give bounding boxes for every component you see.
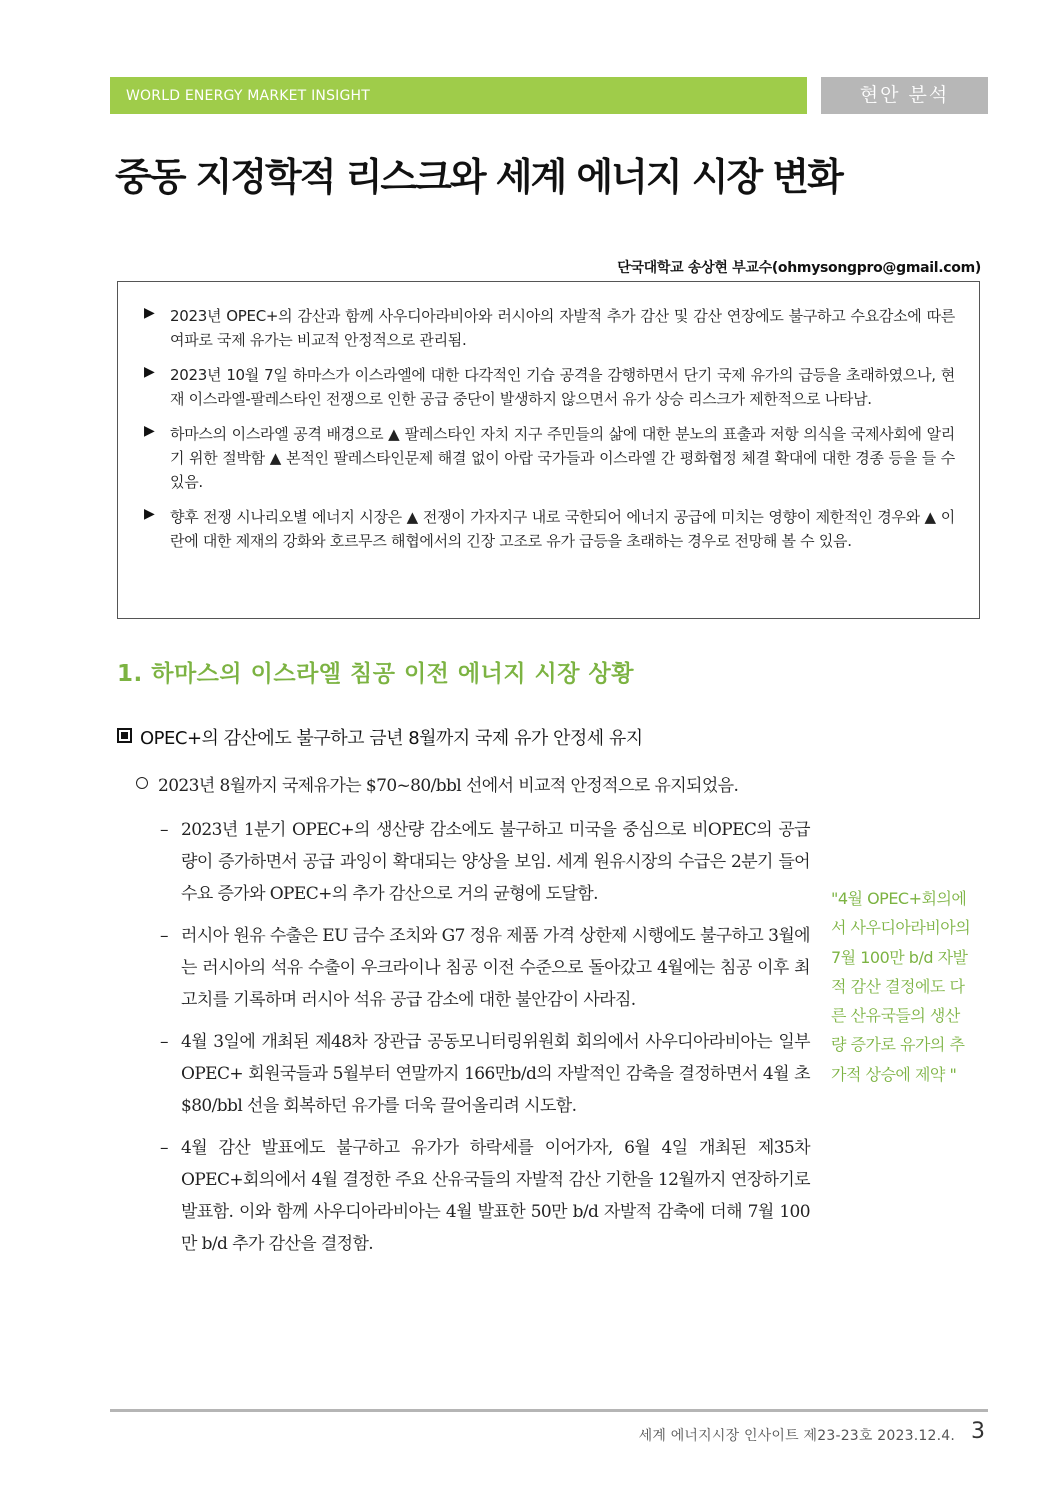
detail-text: 2023년 1분기 OPEC+의 생산량 감소에도 불구하고 미국을 중심으로 비OPEC의 공급량이 증가하면서 공급 과잉이 확대되는 양상을 보임. 세계 원유시장의 수급은 2분기 들어 수요 증가와 OPEC+의 추가 감산으로 거의 균형에 도달함.	[181, 820, 810, 904]
filled-square-icon	[117, 728, 132, 743]
summary-item	[144, 363, 955, 411]
dash-bullet: –	[160, 820, 169, 840]
summary-item	[144, 304, 955, 352]
triangle-right-icon: ▶	[144, 423, 155, 439]
detail-text: 4월 감산 발표에도 불구하고 유가가 하락세를 이어가자, 6월 4일 개최된 제35차 OPEC+회의에서 4월 결정한 주요 산유국들의 자발적 감산 기한을 12월까지 연장하기로 발표함. 이와 함께 사우디아라비아는 4월 발표한 50만 b/d 자발적 감축에 더해 7월 100만 b/d 추가 감산을 결정함.	[181, 1138, 810, 1254]
main-point	[134, 770, 810, 802]
page-number: 3	[971, 1419, 985, 1444]
summary-box	[117, 281, 980, 619]
header-series-text: WORLD ENERGY MARKET INSIGHT	[126, 88, 371, 104]
sub-heading	[117, 724, 817, 750]
dash-bullet: –	[160, 1138, 169, 1158]
author-line: 단국대학교 송상현 부교수(ohmysongpro@gmail.com)	[617, 260, 981, 276]
sub-heading-text: OPEC+의 감산에도 불구하고 금년 8월까지 국제 유가 안정세 유지	[140, 728, 643, 749]
detail-item	[134, 1026, 810, 1122]
detail-item	[134, 920, 810, 1016]
header-series-bar	[110, 77, 807, 114]
detail-text: 4월 3일에 개최된 제48차 장관급 공동모니터링위원회 회의에서 사우디아라비아는 일부 OPEC+ 회원국들과 5월부터 연말까지 166만b/d의 자발적인 감축을 결정하면서 4월 초 $80/bbl 선을 회복하던 유가를 더욱 끌어올리려 시도함.	[181, 1032, 810, 1116]
summary-text: 하마스의 이스라엘 공격 배경으로 ▲ 팔레스타인 자치 지구 주민들의 삶에 대한 분노의 표출과 저항 의식을 국제사회에 알리기 위한 절박함 ▲ 본적인 팔레스타인문제 해결 없이 아랍 국가들과 이스라엘 간 평화협정 체결 확대에 대한 경종 등을 들 수 있음.	[170, 425, 955, 491]
pull-quote: "4월 OPEC+회의에서 사우디아라비아의 7월 100만 b/d 자발적 감산 결정에도 다른 산유국들의 생산량 증가로 유가의 추가적 상승에 제약 "	[831, 889, 971, 1084]
summary-item	[144, 505, 955, 553]
footer-divider	[110, 1409, 988, 1412]
header-category-text: 현안 분석	[859, 84, 950, 106]
summary-text: 향후 전쟁 시나리오별 에너지 시장은 ▲ 전쟁이 가자지구 내로 국한되어 에너지 공급에 미치는 영향이 제한적인 경우와 ▲ 이란에 대한 제재의 강화와 호르무즈 해협에서의 긴장 고조로 유가 급등을 초래하는 경우로 전망해 볼 수 있음.	[170, 508, 955, 550]
page-title: 중동 지정학적 리스크와 세계 에너지 시장 변화	[115, 155, 842, 199]
detail-text: 러시아 원유 수출은 EU 금수 조치와 G7 정유 제품 가격 상한제 시행에도 불구하고 3월에는 러시아의 석유 수출이 우크라이나 침공 이전 수준으로 돌아갔고 4월에는 침공 이후 최고치를 기록하며 러시아 석유 공급 감소에 대한 불안감이 사라짐.	[181, 926, 810, 1010]
footer-publication: 세계 에너지시장 인사이트 제23-23호 2023.12.4.	[638, 1428, 955, 1444]
section-title: 1. 하마스의 이스라엘 침공 이전 에너지 시장 상황	[117, 661, 634, 687]
body-content	[134, 770, 810, 1270]
circle-bullet-icon	[136, 777, 148, 789]
summary-text: 2023년 10월 7일 하마스가 이스라엘에 대한 다각적인 기습 공격을 감행하면서 단기 국제 유가의 급등을 초래하였으나, 현재 이스라엘-팔레스타인 전쟁으로 인한 공급 중단이 발생하지 않으면서 유가 상승 리스크가 제한적으로 나타남.	[170, 366, 955, 408]
main-point-text: 2023년 8월까지 국제유가는 $70~80/bbl 선에서 비교적 안정적으로 유지되었음.	[158, 776, 739, 796]
triangle-right-icon: ▶	[144, 364, 155, 380]
summary-item	[144, 422, 955, 494]
triangle-right-icon: ▶	[144, 305, 155, 321]
summary-text: 2023년 OPEC+의 감산과 함께 사우디아라비아와 러시아의 자발적 추가 감산 및 감산 연장에도 불구하고 수요감소에 따른 여파로 국제 유가는 비교적 안정적으로 관리됨.	[170, 307, 955, 349]
dash-bullet: –	[160, 926, 169, 946]
detail-item	[134, 814, 810, 910]
triangle-right-icon: ▶	[144, 506, 155, 522]
dash-bullet: –	[160, 1032, 169, 1052]
detail-item	[134, 1132, 810, 1260]
header-category-bar	[821, 77, 988, 114]
